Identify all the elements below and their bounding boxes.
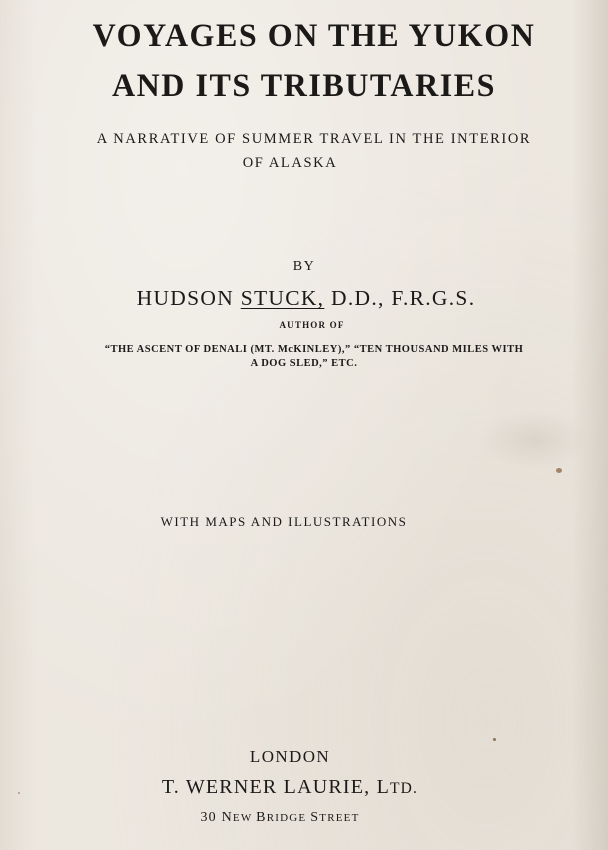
- subtitle-line-1: A NARRATIVE OF SUMMER TRAVEL IN THE INTERIOR: [96, 131, 532, 147]
- paper-speck: [493, 738, 496, 741]
- book-title-line-1: VOYAGES ON THE YUKON: [92, 18, 536, 54]
- previous-works-line-2: A DOG SLED,” ETC.: [250, 358, 358, 369]
- publisher-city: LONDON: [249, 747, 331, 766]
- illustrations-note: WITH MAPS AND ILLUSTRATIONS: [160, 514, 408, 529]
- author-first-name: HUDSON: [136, 286, 241, 310]
- author-name: [2, 286, 608, 311]
- address-word2-cap: B: [256, 810, 267, 825]
- paper-speck: [556, 468, 562, 473]
- previous-works-line-1: “THE ASCENT OF DENALI (MT. McKINLEY),” “TEN THOUSAND MILES WITH: [104, 344, 524, 355]
- address-word1-rest: EW: [232, 812, 257, 824]
- author-degrees: D.D., F.R.G.S.: [324, 286, 476, 310]
- publisher-name-main: T. WERNER LAURIE, L: [161, 776, 390, 798]
- author-of-label: AUTHOR OF: [279, 320, 345, 330]
- paper-smudge: [480, 410, 590, 470]
- book-title-line-2: AND ITS TRIBUTARIES: [111, 68, 497, 104]
- paper-speck: [18, 792, 20, 794]
- publisher-name: [0, 776, 594, 799]
- address-word3-rest: TREET: [319, 812, 360, 824]
- publisher-address: [0, 810, 584, 826]
- by-label: BY: [292, 259, 316, 274]
- address-word3-cap: S: [310, 810, 320, 825]
- subtitle-line-2: OF ALASKA: [242, 155, 338, 171]
- author-surname: STUCK,: [240, 286, 325, 310]
- address-word2-rest: RIDGE: [266, 812, 311, 824]
- address-number: 30 N: [200, 810, 233, 825]
- publisher-name-suffix: TD.: [390, 780, 419, 797]
